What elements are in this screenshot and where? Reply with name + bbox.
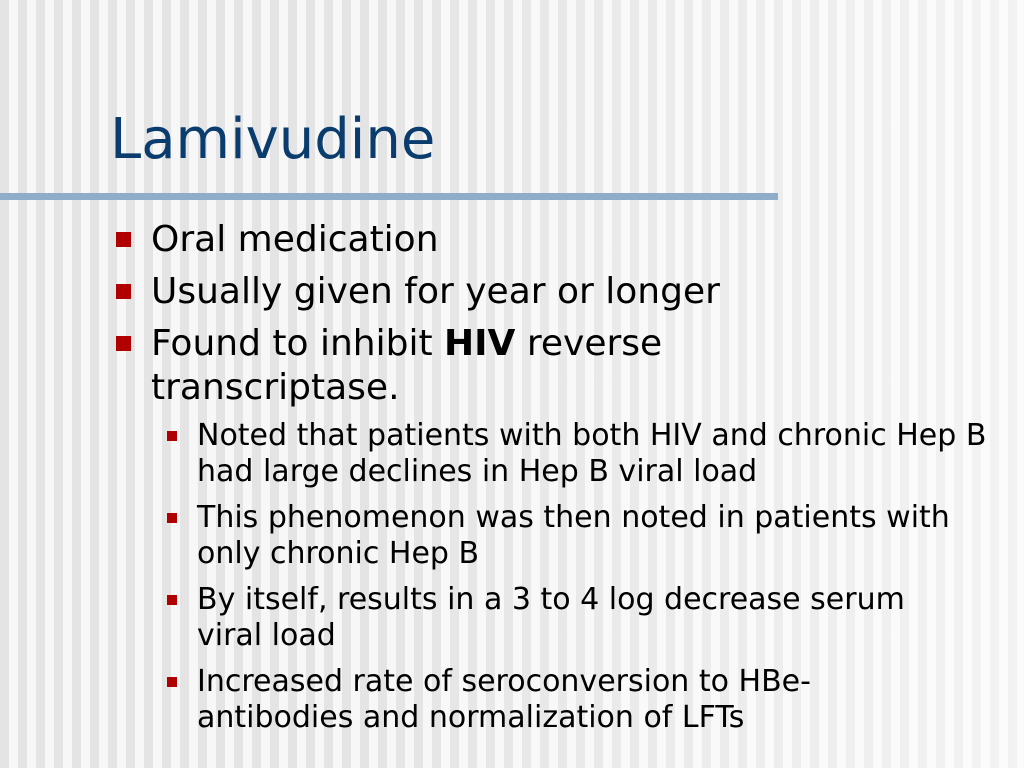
sub-bullet-item bbox=[197, 582, 917, 654]
square-bullet-icon bbox=[167, 677, 177, 687]
bullet-text: Found to inhibit bbox=[151, 323, 445, 364]
sub-bullet-text: Noted that patients with both HIV and chronic Hep B had large declines in Hep B viral load bbox=[197, 418, 987, 489]
sub-bullet-item bbox=[197, 418, 1007, 490]
square-bullet-icon bbox=[116, 336, 131, 351]
bullet-text-bold: HIV bbox=[444, 323, 516, 364]
bullet-item bbox=[151, 218, 851, 262]
bullet-item bbox=[151, 270, 851, 314]
bullet-text: Oral medication bbox=[151, 219, 439, 260]
bullet-text: reverse transcriptase. bbox=[151, 323, 663, 408]
sub-bullet-item bbox=[197, 664, 917, 736]
bullet-item bbox=[151, 322, 751, 410]
title-divider bbox=[0, 193, 778, 200]
sub-bullet-text: This phenomenon was then noted in patients with only chronic Hep B bbox=[197, 500, 950, 571]
square-bullet-icon bbox=[167, 513, 177, 523]
bullet-text: Usually given for year or longer bbox=[151, 271, 720, 312]
sub-bullet-text: By itself, results in a 3 to 4 log decrease serum viral load bbox=[197, 582, 905, 653]
sub-bullet-text: Increased rate of seroconversion to HBe-antibodies and normalization of LFTs bbox=[197, 664, 811, 735]
square-bullet-icon bbox=[167, 431, 177, 441]
square-bullet-icon bbox=[167, 595, 177, 605]
square-bullet-icon bbox=[116, 284, 131, 299]
square-bullet-icon bbox=[116, 232, 131, 247]
slide-title: Lamivudine bbox=[110, 107, 436, 172]
sub-bullet-item bbox=[197, 500, 1007, 572]
